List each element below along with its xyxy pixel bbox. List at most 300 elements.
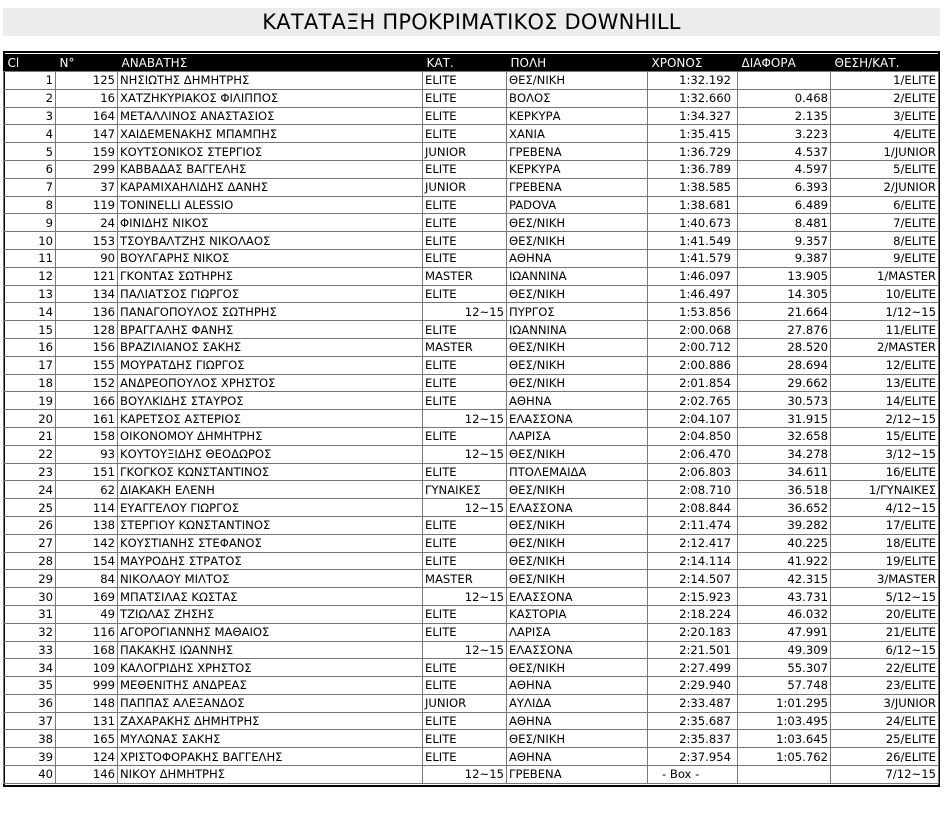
cell-no: 159: [56, 143, 118, 161]
cell-pos-cat: 19/ELITE: [831, 552, 939, 570]
table-row: [4, 499, 939, 517]
cell-cat: ELITE: [423, 285, 507, 303]
cell-time: 1:34.327: [648, 107, 738, 125]
cell-rider: ΝΙΚΟΛΑΟΥ ΜΙΛΤΟΣ: [118, 570, 423, 588]
cell-city: ΓΡΕΒΕΝΑ: [507, 143, 648, 161]
cell-time: 1:32.192: [648, 72, 738, 90]
col-header-diff: ΔΙΑΦΟΡΑ: [738, 54, 831, 72]
cell-time: 1:46.097: [648, 267, 738, 285]
cell-rider: ΠΑΚΑΚΗΣ ΙΩΑΝΝΗΣ: [118, 641, 423, 659]
cell-city: ΘΕΣ/ΝΙΚΗ: [507, 730, 648, 748]
cell-city: ΕΛΑΣΣΟΝΑ: [507, 588, 648, 606]
cell-diff: [738, 72, 831, 90]
cell-cat: ELITE: [423, 516, 507, 534]
cell-cl: 22: [4, 445, 56, 463]
cell-pos-cat: 15/ELITE: [831, 427, 939, 445]
cell-diff: 36.652: [738, 499, 831, 517]
cell-rider: ΑΝΔΡΕΟΠΟΥΛΟΣ ΧΡΗΣΤΟΣ: [118, 374, 423, 392]
cell-city: ΘΕΣ/ΝΙΚΗ: [507, 285, 648, 303]
cell-no: 169: [56, 588, 118, 606]
table-row: [4, 766, 939, 784]
cell-rider: ΕΥΑΓΓΕΛΟΥ ΓΙΩΡΓΟΣ: [118, 499, 423, 517]
table-row: [4, 214, 939, 232]
cell-cl: 25: [4, 499, 56, 517]
cell-pos-cat: 7/ELITE: [831, 214, 939, 232]
cell-diff: 57.748: [738, 677, 831, 695]
cell-cat: ELITE: [423, 730, 507, 748]
cell-cl: 3: [4, 107, 56, 125]
cell-pos-cat: 3/JUNIOR: [831, 694, 939, 712]
cell-time: 2:37.954: [648, 748, 738, 766]
cell-cl: 40: [4, 766, 56, 784]
cell-time: 2:00.886: [648, 356, 738, 374]
cell-pos-cat: 24/ELITE: [831, 712, 939, 730]
cell-no: 166: [56, 392, 118, 410]
cell-cl: 17: [4, 356, 56, 374]
cell-pos-cat: 16/ELITE: [831, 463, 939, 481]
cell-time: 2:20.183: [648, 623, 738, 641]
cell-pos-cat: 1/ΓΥΝΑΙΚΕΣ: [831, 481, 939, 499]
table-row: [4, 178, 939, 196]
cell-no: 49: [56, 605, 118, 623]
table-row: [4, 72, 939, 90]
cell-city: ΘΕΣ/ΝΙΚΗ: [507, 445, 648, 463]
cell-cat: ELITE: [423, 712, 507, 730]
cell-pos-cat: 26/ELITE: [831, 748, 939, 766]
cell-city: ΑΘΗΝΑ: [507, 392, 648, 410]
cell-city: ΘΕΣ/ΝΙΚΗ: [507, 659, 648, 677]
cell-cl: 14: [4, 303, 56, 321]
table-row: [4, 249, 939, 267]
cell-cat: ELITE: [423, 677, 507, 695]
cell-rider: ΝΙΚΟΥ ΔΗΜΗΤΡΗΣ: [118, 766, 423, 784]
cell-city: ΑΘΗΝΑ: [507, 249, 648, 267]
cell-time: 2:06.470: [648, 445, 738, 463]
page-title: ΚΑΤΑΤΑΞΗ ΠΡΟΚΡΙΜΑΤΙΚΟΣ DOWNHILL: [262, 10, 681, 34]
cell-cl: 12: [4, 267, 56, 285]
cell-cl: 8: [4, 196, 56, 214]
cell-city: ΘΕΣ/ΝΙΚΗ: [507, 338, 648, 356]
cell-rider: TONINELLI ALESSIO: [118, 196, 423, 214]
cell-rider: ΜΠΑΤΣΙΛΑΣ ΚΩΣΤΑΣ: [118, 588, 423, 606]
cell-diff: 34.278: [738, 445, 831, 463]
cell-time: 2:06.803: [648, 463, 738, 481]
cell-rider: ΚΑΡΕΤΣΟΣ ΑΣΤΕΡΙΟΣ: [118, 410, 423, 428]
cell-diff: 28.694: [738, 356, 831, 374]
cell-no: 37: [56, 178, 118, 196]
cell-no: 24: [56, 214, 118, 232]
cell-time: 2:01.854: [648, 374, 738, 392]
table-row: [4, 410, 939, 428]
cell-no: 131: [56, 712, 118, 730]
cell-cat: ELITE: [423, 160, 507, 178]
cell-diff: 34.611: [738, 463, 831, 481]
cell-diff: 42.315: [738, 570, 831, 588]
cell-rider: ΧΑΙΔΕΜΕΝΑΚΗΣ ΜΠΑΜΠΗΣ: [118, 125, 423, 143]
col-header-city: ΠΟΛΗ: [507, 54, 648, 72]
cell-cat: ELITE: [423, 748, 507, 766]
cell-pos-cat: 2/MASTER: [831, 338, 939, 356]
cell-rider: ΧΑΤΖΗΚΥΡΙΑΚΟΣ ΦΙΛΙΠΠΟΣ: [118, 89, 423, 107]
cell-diff: 28.520: [738, 338, 831, 356]
cell-cat: ELITE: [423, 534, 507, 552]
cell-cat: 12~15: [423, 445, 507, 463]
cell-rider: ΠΑΛΙΑΤΣΟΣ ΓΙΩΡΓΟΣ: [118, 285, 423, 303]
cell-diff: 2.135: [738, 107, 831, 125]
cell-rider: ΒΡΑΖΙΛΙΑΝΟΣ ΣΑΚΗΣ: [118, 338, 423, 356]
cell-no: 155: [56, 356, 118, 374]
cell-time: 1:36.789: [648, 160, 738, 178]
cell-diff: 49.309: [738, 641, 831, 659]
cell-diff: 8.481: [738, 214, 831, 232]
cell-no: 84: [56, 570, 118, 588]
cell-cl: 5: [4, 143, 56, 161]
table-row: [4, 605, 939, 623]
cell-rider: ΚΟΥΤΣΟΝΙΚΟΣ ΣΤΕΡΓΙΟΣ: [118, 143, 423, 161]
table-row: [4, 445, 939, 463]
cell-city: ΘΕΣ/ΝΙΚΗ: [507, 570, 648, 588]
table-row: [4, 160, 939, 178]
cell-cl: 39: [4, 748, 56, 766]
col-header-rider: ΑΝΑΒΑΤΗΣ: [118, 54, 423, 72]
cell-pos-cat: 3/MASTER: [831, 570, 939, 588]
cell-diff: 30.573: [738, 392, 831, 410]
cell-rider: ΒΡΑΓΓΑΛΗΣ ΦΑΝΗΣ: [118, 321, 423, 339]
cell-city: ΘΕΣ/ΝΙΚΗ: [507, 534, 648, 552]
cell-diff: 31.915: [738, 410, 831, 428]
cell-rider: ΦΙΝΙΔΗΣ ΝΙΚΟΣ: [118, 214, 423, 232]
cell-city: ΘΕΣ/ΝΙΚΗ: [507, 516, 648, 534]
cell-diff: [738, 766, 831, 784]
table-row: [4, 570, 939, 588]
cell-cl: 9: [4, 214, 56, 232]
cell-city: ΛΑΡΙΣΑ: [507, 427, 648, 445]
cell-diff: 1:05.762: [738, 748, 831, 766]
table-row: [4, 392, 939, 410]
results-table: [3, 54, 939, 784]
cell-rider: ΜΥΛΩΝΑΣ ΣΑΚΗΣ: [118, 730, 423, 748]
cell-time: 2:33.487: [648, 694, 738, 712]
cell-cl: 34: [4, 659, 56, 677]
cell-time: 2:15.923: [648, 588, 738, 606]
cell-cat: 12~15: [423, 588, 507, 606]
cell-time: 2:02.765: [648, 392, 738, 410]
cell-city: ΑΘΗΝΑ: [507, 712, 648, 730]
table-row: [4, 552, 939, 570]
cell-time: 2:18.224: [648, 605, 738, 623]
cell-cat: JUNIOR: [423, 694, 507, 712]
cell-cl: 20: [4, 410, 56, 428]
table-row: [4, 303, 939, 321]
cell-no: 151: [56, 463, 118, 481]
cell-no: 134: [56, 285, 118, 303]
cell-cl: 38: [4, 730, 56, 748]
cell-rider: ΝΗΣΙΩΤΗΣ ΔΗΜΗΤΡΗΣ: [118, 72, 423, 90]
cell-diff: 1:03.495: [738, 712, 831, 730]
cell-no: 147: [56, 125, 118, 143]
cell-pos-cat: 3/ELITE: [831, 107, 939, 125]
cell-cat: 12~15: [423, 641, 507, 659]
cell-city: ΘΕΣ/ΝΙΚΗ: [507, 214, 648, 232]
cell-diff: 27.876: [738, 321, 831, 339]
col-header-pos-cat: ΘΕΣΗ/ΚΑΤ.: [831, 54, 939, 72]
cell-cat: ELITE: [423, 321, 507, 339]
cell-cl: 36: [4, 694, 56, 712]
cell-diff: 29.662: [738, 374, 831, 392]
cell-time: 2:14.507: [648, 570, 738, 588]
col-header-cat: ΚΑΤ.: [423, 54, 507, 72]
cell-city: PADOVA: [507, 196, 648, 214]
cell-diff: 6.489: [738, 196, 831, 214]
cell-time: 1:38.681: [648, 196, 738, 214]
cell-cl: 35: [4, 677, 56, 695]
cell-diff: 6.393: [738, 178, 831, 196]
cell-pos-cat: 17/ELITE: [831, 516, 939, 534]
cell-cat: ELITE: [423, 72, 507, 90]
cell-city: ΘΕΣ/ΝΙΚΗ: [507, 552, 648, 570]
cell-time: 2:21.501: [648, 641, 738, 659]
cell-time: 1:38.585: [648, 178, 738, 196]
cell-rider: ΓΚΟΓΚΟΣ ΚΩΝΣΤΑΝΤΙΝΟΣ: [118, 463, 423, 481]
cell-time: 2:08.710: [648, 481, 738, 499]
cell-city: ΘΕΣ/ΝΙΚΗ: [507, 232, 648, 250]
cell-rider: ΒΟΥΛΚΙΔΗΣ ΣΤΑΥΡΟΣ: [118, 392, 423, 410]
table-row: [4, 427, 939, 445]
cell-city: ΓΡΕΒΕΝΑ: [507, 178, 648, 196]
cell-cl: 31: [4, 605, 56, 623]
cell-pos-cat: 22/ELITE: [831, 659, 939, 677]
table-row: [4, 143, 939, 161]
cell-rider: ΚΑΒΒΑΔΑΣ ΒΑΓΓΕΛΗΣ: [118, 160, 423, 178]
cell-cat: MASTER: [423, 338, 507, 356]
cell-pos-cat: 13/ELITE: [831, 374, 939, 392]
cell-no: 164: [56, 107, 118, 125]
cell-no: 62: [56, 481, 118, 499]
cell-time: 2:00.068: [648, 321, 738, 339]
table-row: [4, 356, 939, 374]
cell-city: ΒΟΛΟΣ: [507, 89, 648, 107]
cell-city: ΚΕΡΚΥΡΑ: [507, 160, 648, 178]
cell-cat: ELITE: [423, 552, 507, 570]
cell-time: 2:35.687: [648, 712, 738, 730]
table-row: [4, 677, 939, 695]
cell-diff: 21.664: [738, 303, 831, 321]
cell-pos-cat: 6/12~15: [831, 641, 939, 659]
cell-cl: 29: [4, 570, 56, 588]
cell-pos-cat: 8/ELITE: [831, 232, 939, 250]
cell-cl: 33: [4, 641, 56, 659]
cell-cat: JUNIOR: [423, 143, 507, 161]
cell-time: 1:41.579: [648, 249, 738, 267]
cell-pos-cat: 12/ELITE: [831, 356, 939, 374]
cell-time: 1:41.549: [648, 232, 738, 250]
cell-city: ΛΑΡΙΣΑ: [507, 623, 648, 641]
cell-diff: 3.223: [738, 125, 831, 143]
cell-time: 2:04.107: [648, 410, 738, 428]
cell-rider: ΖΑΧΑΡΑΚΗΣ ΔΗΜΗΤΡΗΣ: [118, 712, 423, 730]
cell-pos-cat: 1/JUNIOR: [831, 143, 939, 161]
col-header-time: ΧΡΟΝΟΣ: [648, 54, 738, 72]
table-row: [4, 232, 939, 250]
cell-city: ΑΘΗΝΑ: [507, 677, 648, 695]
cell-rider: ΣΤΕΡΓΙΟΥ ΚΩΝΣΤΑΝΤΙΝΟΣ: [118, 516, 423, 534]
table-row: [4, 534, 939, 552]
cell-pos-cat: 2/12~15: [831, 410, 939, 428]
cell-no: 125: [56, 72, 118, 90]
cell-time: 2:00.712: [648, 338, 738, 356]
table-row: [4, 659, 939, 677]
cell-time: 1:46.497: [648, 285, 738, 303]
cell-pos-cat: 11/ELITE: [831, 321, 939, 339]
cell-no: 161: [56, 410, 118, 428]
cell-pos-cat: 2/ELITE: [831, 89, 939, 107]
cell-time: 2:12.417: [648, 534, 738, 552]
col-header-cl: Cl: [4, 54, 56, 72]
table-row: [4, 516, 939, 534]
cell-time: 2:11.474: [648, 516, 738, 534]
cell-no: 116: [56, 623, 118, 641]
cell-city: ΓΡΕΒΕΝΑ: [507, 766, 648, 784]
cell-rider: ΚΑΛΟΓΡΙΔΗΣ ΧΡΗΣΤΟΣ: [118, 659, 423, 677]
table-row: [4, 623, 939, 641]
table-row: [4, 285, 939, 303]
cell-city: ΙΩΑΝΝΙΝΑ: [507, 267, 648, 285]
cell-diff: 40.225: [738, 534, 831, 552]
cell-rider: ΠΑΝΑΓΟΠΟΥΛΟΣ ΣΩΤΗΡΗΣ: [118, 303, 423, 321]
cell-no: 124: [56, 748, 118, 766]
cell-cat: ΓΥΝΑΙΚΕΣ: [423, 481, 507, 499]
header-row: [4, 54, 939, 72]
cell-no: 299: [56, 160, 118, 178]
cell-cl: 10: [4, 232, 56, 250]
cell-cat: ELITE: [423, 249, 507, 267]
cell-pos-cat: 10/ELITE: [831, 285, 939, 303]
cell-city: ΑΥΛΙΔΑ: [507, 694, 648, 712]
cell-no: 93: [56, 445, 118, 463]
title-bar: [3, 8, 940, 36]
cell-city: ΘΕΣ/ΝΙΚΗ: [507, 356, 648, 374]
cell-no: 146: [56, 766, 118, 784]
cell-pos-cat: 23/ELITE: [831, 677, 939, 695]
cell-cat: ELITE: [423, 605, 507, 623]
cell-time: 1:36.729: [648, 143, 738, 161]
cell-pos-cat: 1/ELITE: [831, 72, 939, 90]
cell-diff: 1:03.645: [738, 730, 831, 748]
cell-rider: ΒΟΥΛΓΑΡΗΣ ΝΙΚΟΣ: [118, 249, 423, 267]
cell-rider: ΚΟΥΤΟΥΞΙΔΗΣ ΘΕΟΔΩΡΟΣ: [118, 445, 423, 463]
cell-diff: 32.658: [738, 427, 831, 445]
cell-time: 2:14.114: [648, 552, 738, 570]
cell-time: 2:04.850: [648, 427, 738, 445]
cell-cl: 1: [4, 72, 56, 90]
cell-cl: 32: [4, 623, 56, 641]
cell-no: 156: [56, 338, 118, 356]
cell-pos-cat: 2/JUNIOR: [831, 178, 939, 196]
cell-diff: 4.597: [738, 160, 831, 178]
cell-cat: ELITE: [423, 89, 507, 107]
cell-cl: 24: [4, 481, 56, 499]
cell-cl: 21: [4, 427, 56, 445]
cell-pos-cat: 5/12~15: [831, 588, 939, 606]
cell-diff: 55.307: [738, 659, 831, 677]
table-row: [4, 267, 939, 285]
cell-cl: 6: [4, 160, 56, 178]
cell-diff: 13.905: [738, 267, 831, 285]
table-row: [4, 481, 939, 499]
cell-diff: 4.537: [738, 143, 831, 161]
cell-city: ΧΑΝΙΑ: [507, 125, 648, 143]
cell-cat: MASTER: [423, 570, 507, 588]
cell-diff: 46.032: [738, 605, 831, 623]
cell-diff: 9.387: [738, 249, 831, 267]
cell-cl: 27: [4, 534, 56, 552]
cell-no: 16: [56, 89, 118, 107]
cell-cat: ELITE: [423, 392, 507, 410]
cell-rider: ΟΙΚΟΝΟΜΟΥ ΔΗΜΗΤΡΗΣ: [118, 427, 423, 445]
cell-city: ΚΑΣΤΟΡΙΑ: [507, 605, 648, 623]
cell-diff: 1:01.295: [738, 694, 831, 712]
cell-rider: ΑΓΟΡΟΓΙΑΝΝΗΣ ΜΑΘΑΙΟΣ: [118, 623, 423, 641]
cell-rider: ΧΡΙΣΤΟΦΟΡΑΚΗΣ ΒΑΓΓΕΛΗΣ: [118, 748, 423, 766]
cell-cat: ELITE: [423, 356, 507, 374]
cell-time: 1:35.415: [648, 125, 738, 143]
cell-pos-cat: 5/ELITE: [831, 160, 939, 178]
table-row: [4, 748, 939, 766]
cell-pos-cat: 14/ELITE: [831, 392, 939, 410]
cell-time: 2:35.837: [648, 730, 738, 748]
cell-no: 165: [56, 730, 118, 748]
cell-pos-cat: 18/ELITE: [831, 534, 939, 552]
cell-city: ΘΕΣ/ΝΙΚΗ: [507, 72, 648, 90]
cell-diff: 47.991: [738, 623, 831, 641]
cell-city: ΘΕΣ/ΝΙΚΗ: [507, 481, 648, 499]
cell-cat: MASTER: [423, 267, 507, 285]
cell-no: 121: [56, 267, 118, 285]
cell-cl: 7: [4, 178, 56, 196]
cell-cat: ELITE: [423, 232, 507, 250]
table-row: [4, 712, 939, 730]
cell-no: 138: [56, 516, 118, 534]
cell-cat: ELITE: [423, 427, 507, 445]
cell-cat: 12~15: [423, 410, 507, 428]
cell-cat: 12~15: [423, 766, 507, 784]
cell-cl: 4: [4, 125, 56, 143]
col-header-no: N°: [56, 54, 118, 72]
cell-cat: ELITE: [423, 125, 507, 143]
table-header: [4, 54, 939, 72]
cell-city: ΕΛΑΣΣΟΝΑ: [507, 499, 648, 517]
cell-rider: ΜΕΘΕΝΙΤΗΣ ΑΝΔΡΕΑΣ: [118, 677, 423, 695]
table-row: [4, 374, 939, 392]
cell-rider: ΔΙΑΚΑΚΗ ΕΛΕΝΗ: [118, 481, 423, 499]
table-body: [4, 72, 939, 784]
cell-no: 148: [56, 694, 118, 712]
cell-cl: 28: [4, 552, 56, 570]
cell-city: ΕΛΑΣΣΟΝΑ: [507, 410, 648, 428]
cell-rider: ΤΣΟΥΒΑΛΤΖΗΣ ΝΙΚΟΛΑΟΣ: [118, 232, 423, 250]
cell-cat: ELITE: [423, 463, 507, 481]
cell-city: ΚΕΡΚΥΡΑ: [507, 107, 648, 125]
cell-cl: 11: [4, 249, 56, 267]
table-row: [4, 321, 939, 339]
cell-rider: ΜΟΥΡΑΤΔΗΣ ΓΙΩΡΓΟΣ: [118, 356, 423, 374]
cell-rider: ΠΑΠΠΑΣ ΑΛΕΞΑΝΔΟΣ: [118, 694, 423, 712]
cell-diff: 36.518: [738, 481, 831, 499]
cell-no: 114: [56, 499, 118, 517]
cell-rider: ΓΚΟΝΤΑΣ ΣΩΤΗΡΗΣ: [118, 267, 423, 285]
cell-no: 152: [56, 374, 118, 392]
cell-diff: 39.282: [738, 516, 831, 534]
